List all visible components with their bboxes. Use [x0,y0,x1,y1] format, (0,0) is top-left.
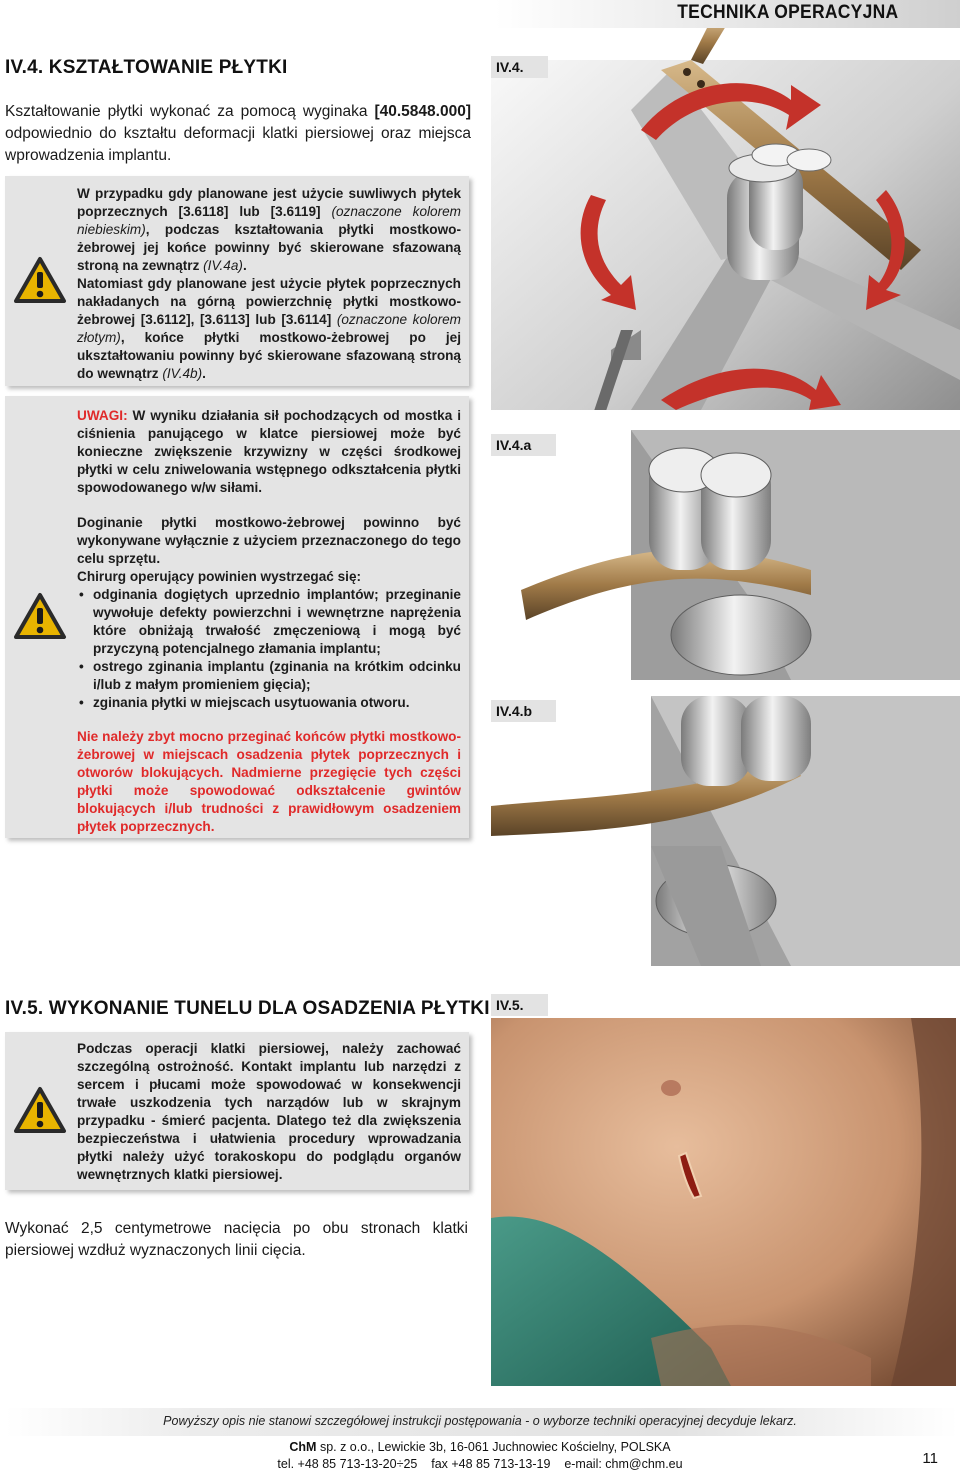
figure-iv4a-image [491,430,960,680]
patient-illustration [491,1018,956,1386]
warning-2-text [77,407,461,836]
warning-3-text: Podczas operacji klatki piersiowej, należy zachować szczególną ostrożność. Kontakt implantu lub narzędzi z sercem i płucami może spowodować w konsekwencji trwałe uszkodzenia tych narządów lub w skrajnym przypadku - śmierć pacjenta. Dlatego też dla zwiększenia bezpieczeństwa i ułatwienia procedury wprowadzania płytki należy użyć torakoskopu do podglądu organów wewnętrznych klatki piersiowej. [77,1041,461,1182]
figure-iv4b-image [491,696,960,966]
figure-label-iv4a: IV.4.a [491,434,556,456]
bender-image [491,0,960,410]
section-4-title: IV.4. KSZTAŁTOWANIE PŁYTKI [5,57,288,78]
list-item: • ostrego zginania implantu (zginania na krótkim odcinku i/lub z małym promieniem gięcia); [77,658,461,694]
page-number: 11 [922,1450,938,1467]
footer-contact: tel. +48 85 713-13-20÷25 fax +48 85 713-13-19 e-mail: chm@chm.eu [277,1457,683,1471]
warning-box-2 [5,396,469,838]
red-warning-paragraph: Nie należy zbyt mocno przeginać końców płytki mostkowo-żebrowej w miejscach osadzenia płytek poprzecznych i otworów blokujących. Nadmierne przegięcie tych części płytki może spowodować odkształcenie gwintów blokujących i/lub trudności z prawidłowym osadzeniem płytek poprzecznych. [77,729,461,834]
bender-closeup-b [491,696,960,966]
warning-box-3 [5,1032,469,1190]
footer-company: ChM sp. z o.o., Lewickie 3b, 16-061 Juchnowiec Kościelny, POLSKA [289,1440,671,1454]
patient-incision-image [491,1018,956,1386]
section-5-instruction: Wykonać 2,5 centymetrowe nacięcia po obu stronach klatki piersiowej wzdłuż wyznaczonych linii cięcia. [5,1220,468,1259]
figure-label-iv4b: IV.4.b [491,700,556,722]
bender-illustration [491,0,960,410]
warning-1-paragraph-2: Natomiast gdy planowane jest użycie płytek poprzecznych nakładanych na górną powierzchnię płytki mostkowo-żebrowej [3.6112], [3.6113] lub [3.6114] (oznaczone kolorem złotym), końce płytki mostkowo-żebrowej po jej ukształtowaniu powinny być skierowane sfazowaną stroną do wewnątrz (IV.4b). [77,276,462,381]
warning-1-paragraph-1: W przypadku gdy planowane jest użycie suwliwych płytek poprzecznych [3.6118] lub [3.6119] (oznaczone kolorem niebieskim), podczas kształtowania płytki mostkowo-żebrowej jej końce powinny być skierowane sfazowaną stroną na zewnątrz (IV.4a). [77,186,461,273]
warning-1-text [77,185,461,383]
warning-triangle-icon [13,256,67,304]
bender-closeup-a [491,430,960,680]
uwagi-paragraph: UWAGI: W wyniku działania sił pochodzących od mostka i ciśnienia panującego w klatce piersiowej może być konieczne zwiększenie krzywizny w części środkowej płytki w celu zniwelowania wstępnego odkształcenia płytki spowodowanego w/w siłami. [77,408,461,495]
list-item: • odginania dogiętych uprzednio implantów; przeginanie wywołuje defekty powierzchni i wewnętrzne naprężenia które obniżają trwałość zmęczeniową i mogą być przyczyną potencjalnego złamania implantu; [77,586,461,658]
warning-triangle-icon [13,1086,67,1134]
doginanie-paragraph: Doginanie płytki mostkowo-żebrowej powinno być wykonywane wyłącznie z użyciem przeznaczonego do tego celu sprzętu. [77,515,461,566]
chirurg-paragraph: Chirurg operujący powinien wystrzegać się: [77,569,362,584]
precautions-list [77,586,461,712]
header-title: TECHNIKA OPERACYJNA [676,2,898,23]
list-item: • zginania płytki w miejscach usytuowania otworu. [77,694,461,712]
warning-box-1 [5,176,469,386]
figure-label-iv5: IV.5. [491,994,548,1016]
warning-triangle-icon [13,592,67,640]
figure-label-iv4: IV.4. [491,56,548,78]
footer-disclaimer: Powyższy opis nie stanowi szczegółowej instrukcji postępowania - o wyborze techniki operacyjnej decyduje lekarz. [163,1414,797,1428]
section-5-title: IV.5. WYKONANIE TUNELU DLA OSADZENIA PŁYTKI [5,998,490,1019]
section-4-intro: Kształtowanie płytki wykonać za pomocą wyginaka [40.5848.000] odpowiednio do kształtu deformacji klatki piersiowej oraz miejsca wprowadzenia implantu. [5,103,471,164]
